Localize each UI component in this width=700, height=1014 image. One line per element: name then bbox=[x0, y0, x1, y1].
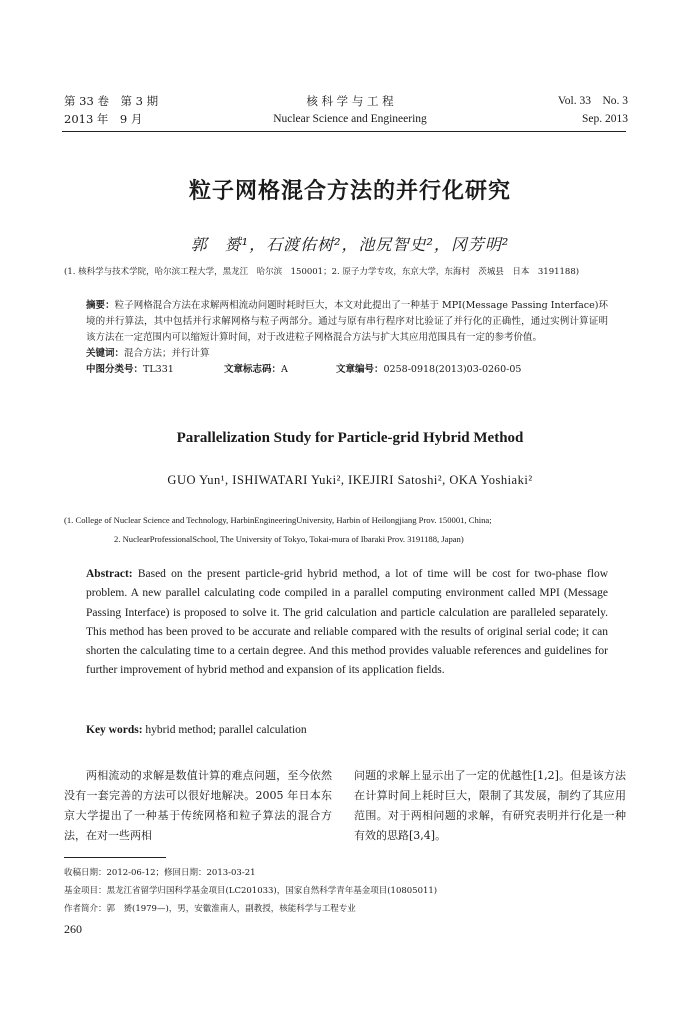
journal-name-cn: 核 科 学 与 工 程 bbox=[306, 94, 394, 108]
authors-en: GUO Yun¹, ISHIWATARI Yuki², IKEJIRI Satoshi², OKA Yoshiaki² bbox=[167, 473, 533, 487]
classification-line bbox=[86, 362, 608, 378]
keywords-en bbox=[86, 724, 608, 736]
volume-issue-en: Vol. 33 No. 3 bbox=[557, 95, 628, 107]
abstract-cn bbox=[86, 298, 608, 378]
article-id-label: 文章编号： bbox=[336, 364, 384, 375]
body-column-left: 两相流动的求解是数值计算的难点问题，至今依然没有一套完善的方法可以很好地解决。2005 年日本东京大学提出了一种基于传统网格和粒子算法的混合方法，在对一些两相 bbox=[64, 769, 332, 842]
header-rule bbox=[62, 131, 626, 132]
volume-info-en bbox=[558, 92, 628, 128]
clc-value: TL331 bbox=[143, 364, 174, 375]
paper-title-en: Parallelization Study for Particle-grid Hybrid Method bbox=[176, 430, 524, 446]
volume-info-cn bbox=[64, 92, 158, 128]
keywords-label-cn: 关键词： bbox=[86, 348, 125, 359]
footnote-received: 收稿日期：2012-06-12；修回日期：2013-03-21 bbox=[64, 868, 256, 878]
article-id-value: 0258-0918(2013)03-0260-05 bbox=[383, 364, 522, 375]
footnote-rule bbox=[64, 857, 166, 858]
doc-code-value: A bbox=[281, 364, 288, 375]
footnote-author: 作者简介：郭 赟(1979—)，男，安徽淮南人，副教授，核能科学与工程专业 bbox=[64, 904, 356, 914]
keywords-text-cn: 混合方法；并行计算 bbox=[124, 348, 210, 359]
volume-issue-cn: 第 33 卷 第 3 期 bbox=[64, 94, 159, 108]
abstract-text-en: Based on the present particle-grid hybrid method, a lot of time will be cost for two-phase flow problem. A new parallel calculating code compiled in a parallel computing environment called MPI (Message Passing Interface) is proposed to solve it. The grid calculation and particle calculation are paralleled separately. This method has been proved to be accurate and reliable compared with the results of original serial code; it can shorten the calculating time to a certain degree. And this method provides valuable references and guidelines for further improvement of hybrid method and expansion of its application fields. bbox=[86, 568, 609, 677]
keywords-cn bbox=[86, 346, 608, 362]
footnote-fund: 基金项目：黑龙江省留学归国科学基金项目(LC201033)，国家自然科学青年基金项目(10805011) bbox=[64, 886, 438, 896]
keywords-text-en: hybrid method; parallel calculation bbox=[145, 724, 307, 736]
abstract-label-en: Abstract: bbox=[86, 568, 133, 580]
affiliation-en-2: 2. NuclearProfessionalSchool, The University of Tokyo, Tokai-mura of Ibaraki Prov. 3191188, Japan) bbox=[114, 534, 464, 544]
keywords-label-en: Key words: bbox=[86, 724, 143, 736]
abstract-text-cn: 粒子网格混合方法在求解两相流动问题时耗时巨大，本文对此提出了一种基于 MPI(Message Passing Interface)环境的并行算法，其中包括并行求解网格与粒子两部分。通过与原有串行程序对比验证了并行化的正确性，通过实例计算证明该方法在一定范围内可以缩短计算时间，对于改进粒子网格混合方法与扩大其应用范围具有一定的参考价值。 bbox=[86, 300, 608, 343]
abstract-en bbox=[86, 565, 608, 681]
abstract-label-cn: 摘要： bbox=[86, 300, 115, 311]
date-cn: 2013 年 9 月 bbox=[64, 112, 143, 126]
body-column-right: 问题的求解上显示出了一定的优越性[1,2]。但是该方法在计算时间上耗时巨大，限制了其发展，制约了其应用范围。对于两相问题的求解，有研究表明并行化是一种有效的思路[3,4]。 bbox=[354, 769, 626, 842]
authors-cn: 郭 赟¹，石渡佑树²，池尻智史²，冈芳明² bbox=[190, 235, 510, 254]
clc-label: 中图分类号： bbox=[86, 364, 144, 375]
paper-title-cn: 粒子网格混合方法的并行化研究 bbox=[188, 179, 511, 204]
doc-code-label: 文章标志码： bbox=[224, 364, 282, 375]
page-number: 260 bbox=[64, 922, 82, 936]
affiliation-cn: (1. 核科学与技术学院，哈尔滨工程大学，黑龙江 哈尔滨 150001；2. 原子力学专攻，东京大学，东海村 茨城县 日本 3191188) bbox=[64, 267, 580, 277]
affiliation-en-1: (1. College of Nuclear Science and Technology, HarbinEngineeringUniversity, Harbin of Heilongjiang Prov. 150001, China; bbox=[64, 515, 492, 525]
affiliation-en bbox=[64, 511, 636, 549]
journal-name bbox=[220, 92, 480, 128]
date-en: Sep. 2013 bbox=[582, 113, 628, 125]
journal-name-en: Nuclear Science and Engineering bbox=[273, 113, 427, 125]
